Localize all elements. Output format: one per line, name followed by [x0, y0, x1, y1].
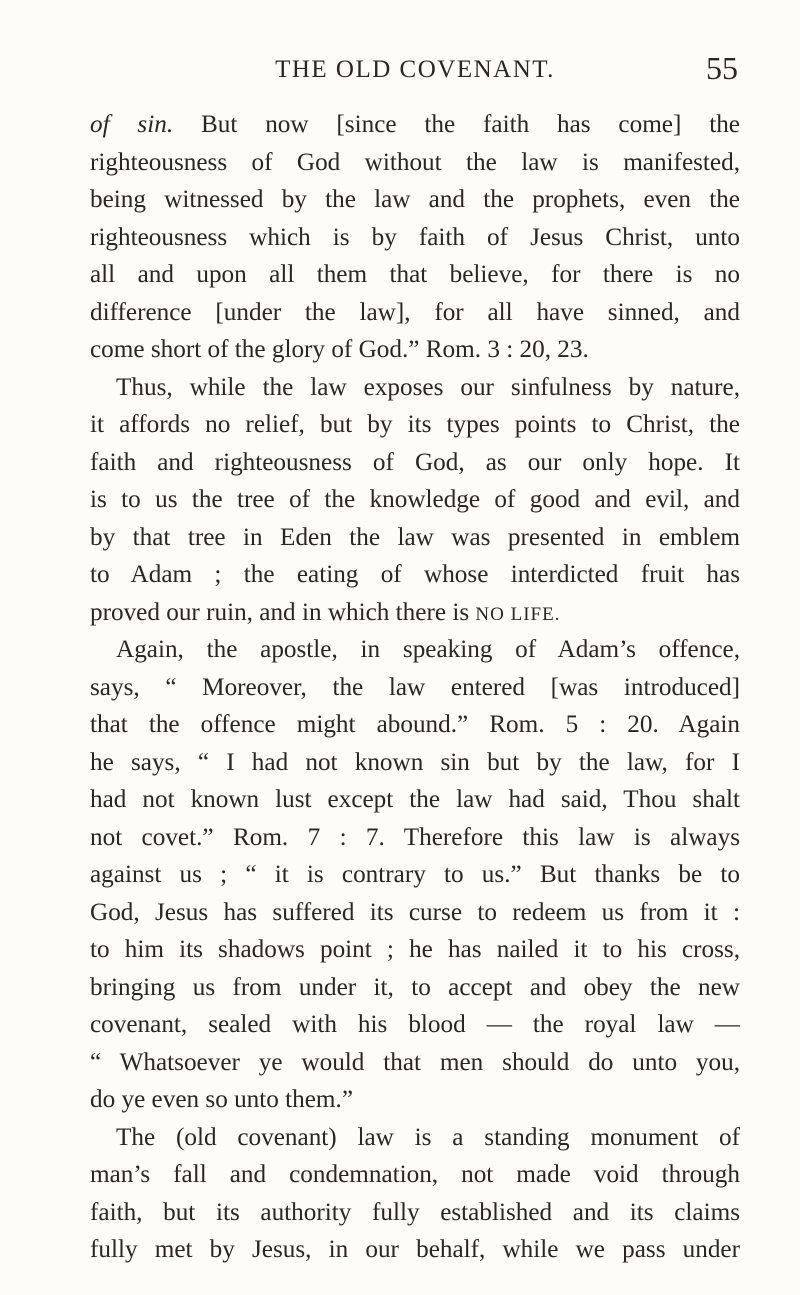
text-line: bringing us from under it, to accept and obey the new: [90, 973, 740, 1001]
text-line: being witnessed by the law and the prophets, even the: [90, 186, 740, 213]
text-line: Thus, while the law exposes our sinfulness by nature,: [116, 373, 740, 401]
text-line: is to us the tree of the knowledge of good and evil, and: [90, 486, 740, 513]
text-line: righteousness of God without the law is manifested,: [90, 148, 740, 176]
text-line: do ye even so unto them.”: [90, 1086, 354, 1113]
text-line: it affords no relief, but by its types points to Christ, the: [90, 411, 740, 438]
text-line: God, Jesus has suffered its curse to redeem us from it :: [90, 898, 740, 926]
text-line: of sin. But now [since the faith has come] the: [90, 111, 740, 138]
italic-phrase: of sin.: [90, 111, 174, 138]
text-line: proved our ruin, and in which there is NO LIFE.: [90, 598, 561, 626]
text-line: righteousness which is by faith of Jesus Christ, unto: [90, 223, 740, 251]
text-line: faith and righteousness of God, as our only hope. It: [90, 448, 740, 476]
body-text: [90, 106, 740, 1269]
text-line: by that tree in Eden the law was presented in emblem: [90, 523, 740, 551]
text-line: all and upon all them that believe, for there is no: [90, 261, 740, 288]
text-line: faith, but its authority fully established and its claims: [90, 1198, 740, 1226]
running-title: THE OLD COVENANT.: [275, 56, 555, 83]
text-line: The (old covenant) law is a standing monument of: [116, 1123, 740, 1151]
text-line: come short of the glory of God.” Rom. 3 : 20, 23.: [90, 336, 589, 363]
text-line: to him its shadows point ; he has nailed it to his cross,: [90, 936, 740, 963]
small-caps-phrase: NO LIFE.: [475, 603, 561, 625]
text-line: difference [under the law], for all have sinned, and: [90, 298, 740, 326]
text-line: that the offence might abound.” Rom. 5 : 20. Again: [90, 711, 740, 738]
page-number: 55: [706, 50, 738, 86]
text-line: to Adam ; the eating of whose interdicted fruit has: [90, 561, 740, 588]
running-header: [90, 48, 740, 88]
text-line: covenant, sealed with his blood — the royal law —: [90, 1011, 740, 1038]
text-line: “ Whatsoever ye would that men should do unto you,: [90, 1048, 740, 1076]
text-line: he says, “ I had not known sin but by the law, for I: [90, 748, 740, 776]
text-line: against us ; “ it is contrary to us.” But thanks be to: [90, 861, 740, 888]
text-line: fully met by Jesus, in our behalf, while we pass under: [90, 1236, 740, 1263]
text-line: had not known lust except the law had said, Thou shalt: [90, 786, 740, 813]
text-line: says, “ Moreover, the law entered [was introduced]: [90, 673, 740, 701]
text-line: Again, the apostle, in speaking of Adam’s offence,: [116, 636, 740, 663]
text-line: man’s fall and condemnation, not made void through: [90, 1161, 740, 1188]
text-line: not covet.” Rom. 7 : 7. Therefore this law is always: [90, 823, 740, 851]
